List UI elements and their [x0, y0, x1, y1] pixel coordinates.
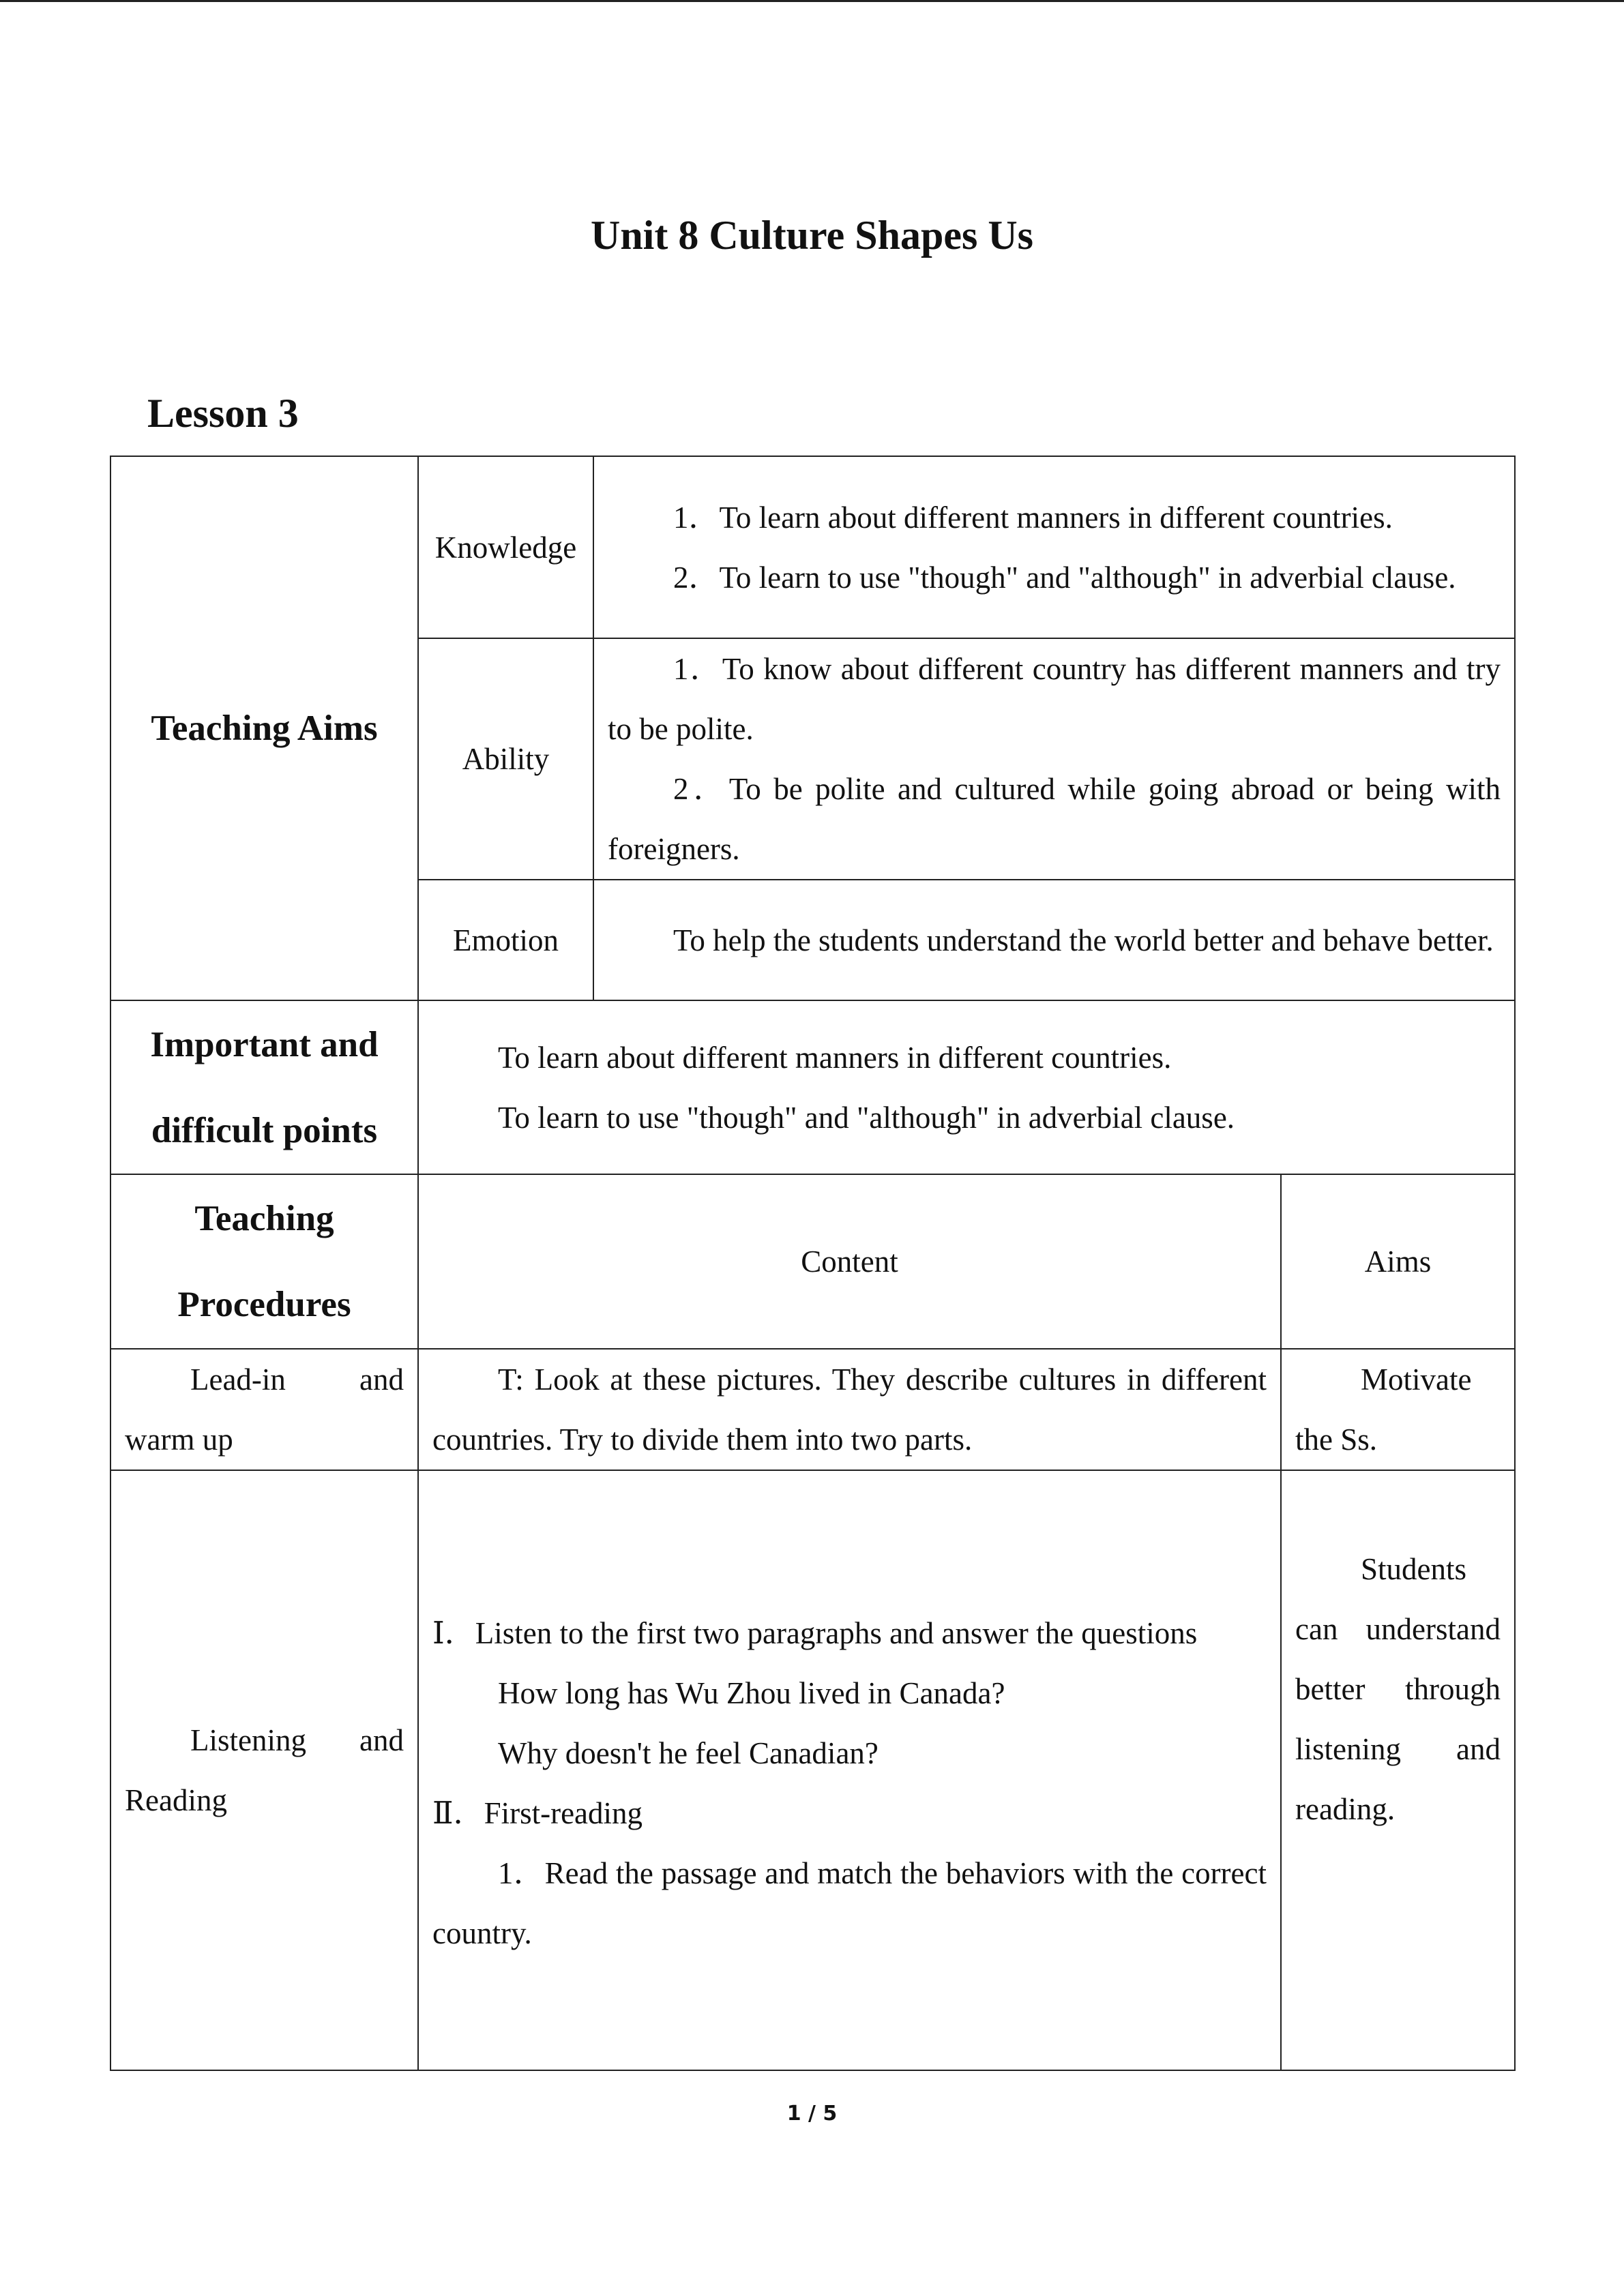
- knowledge-row: [110, 456, 1515, 638]
- emotion-label: Emotion: [418, 880, 593, 1000]
- knowledge-item: 2．To learn to use "though" and "although" in adverbial clause.: [673, 560, 1456, 595]
- question-item: Why doesn't he feel Canadian?: [498, 1736, 879, 1770]
- aims-header: Aims: [1281, 1174, 1515, 1349]
- stage-aims: [1281, 1349, 1515, 1470]
- teaching-aims-label: Teaching Aims: [110, 456, 418, 1000]
- emotion-text: To help the students understand the world better and behave better.: [673, 923, 1494, 957]
- stage-content-text: T: Look at these pictures. They describe cultures in different countries. Try to divide them into two parts.: [432, 1362, 1267, 1457]
- emotion-content: [593, 880, 1515, 1000]
- ability-item: 2．To be polite and cultured while going abroad or being with foreigners.: [608, 772, 1501, 866]
- document-title: Unit 8 Culture Shapes Us: [590, 213, 1033, 258]
- stage-aims-text: Students can understand better through listening and reading.: [1295, 1552, 1501, 1826]
- stage-label: [110, 1349, 418, 1470]
- section-heading: Ⅰ．Listen to the first two paragraphs and answer the questions: [432, 1616, 1198, 1650]
- knowledge-label: Knowledge: [418, 456, 593, 638]
- stage-label: [110, 1470, 418, 2070]
- procedures-header-row: [110, 1174, 1515, 1349]
- knowledge-item: 1．To learn about different manners in different countries.: [673, 500, 1393, 535]
- important-points-label: Important and difficult points: [110, 1000, 418, 1174]
- stage-aims: [1281, 1470, 1515, 2070]
- procedure-row: [110, 1349, 1515, 1470]
- task-item: 1．Read the passage and match the behaviors with the correct country.: [432, 1856, 1267, 1950]
- stage-content: [418, 1349, 1281, 1470]
- question-item: How long has Wu Zhou lived in Canada?: [498, 1676, 1005, 1710]
- important-point-item: To learn about different manners in different countries.: [498, 1040, 1172, 1075]
- top-border-line: [0, 0, 1624, 2]
- content-header: Content: [418, 1174, 1281, 1349]
- lesson-heading: Lesson 3: [147, 391, 299, 436]
- procedures-label: Teaching Procedures: [110, 1174, 418, 1349]
- important-point-item: To learn to use "though" and "although" in adverbial clause.: [498, 1100, 1235, 1135]
- ability-label: Ability: [418, 638, 593, 880]
- ability-item: 1．To know about different country has different manners and try to be polite.: [608, 652, 1501, 746]
- page-number: 1 / 5: [786, 2102, 838, 2126]
- important-points-content: [418, 1000, 1515, 1174]
- knowledge-content: [593, 456, 1515, 638]
- stage-content: [418, 1470, 1281, 2070]
- ability-content: [593, 638, 1515, 880]
- stage-aims-text: Motivate the Ss.: [1295, 1362, 1472, 1457]
- stage-text: Lead-in and warm up: [125, 1362, 404, 1457]
- stage-text: Listening and Reading: [125, 1723, 404, 1817]
- lesson-plan-table: [110, 456, 1516, 2071]
- important-points-row: [110, 1000, 1515, 1174]
- section-heading: Ⅱ．First-reading: [432, 1796, 643, 1830]
- procedure-row: [110, 1470, 1515, 2070]
